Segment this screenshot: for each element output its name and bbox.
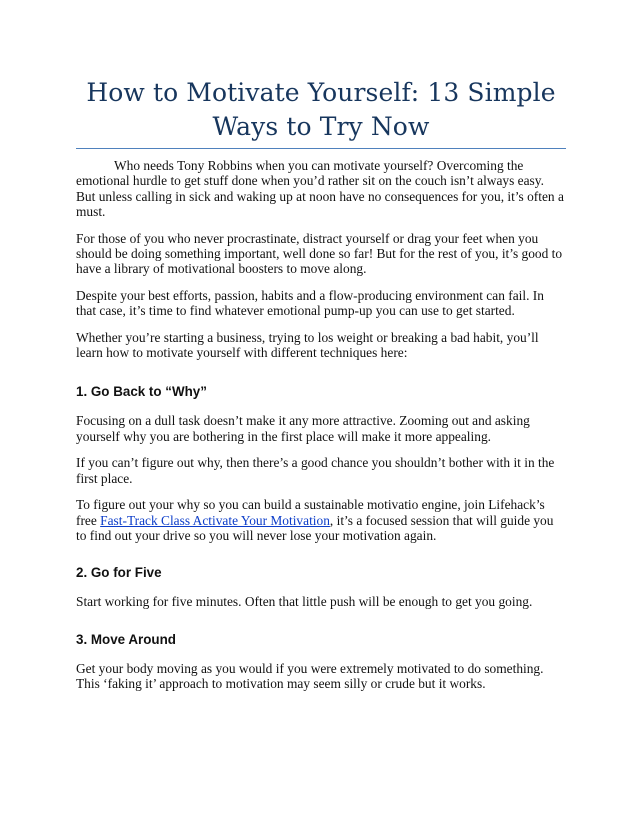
section-paragraph: If you can’t figure out why, then there’s a good chance you shouldn’t bother with it in the first place. — [76, 455, 555, 486]
intro-paragraph: For those of you who never procrastinate, distract yourself or drag your feet when you should be doing something important, well done so far! But for the rest of you, it’s good to have a library of motivational boosters to move along. — [76, 230, 563, 277]
title-block — [76, 76, 566, 149]
section-paragraph: Get your body moving as you would if you were extremely motivated to do something. This ‘faking it’ approach to motivation may seem silly or crude but it works. — [76, 660, 544, 692]
intro-paragraph: Who needs Tony Robbins when you can motivate yourself? Overcoming the emotional hurdle to get stuff done when you’d rather sit on the couch isn’t always easy. But unless calling in sick and waking up at noon have no consequences for you, it’s often a must. — [76, 158, 564, 220]
section-paragraph: Focusing on a dull task doesn’t make it any more attractive. Zooming out and asking yourself why you are bothering in the first place will make it more appealing. — [76, 413, 530, 444]
intro-paragraph: Despite your best efforts, passion, habits and a flow-producing environment can fail. In that case, it’s time to find whatever emotional pump-up you can use to get started. — [76, 287, 544, 319]
page-title: How to Motivate Yourself: 13 Simple Ways to Try Now — [86, 78, 556, 141]
link-paragraph-text-before: To figure out your why so you can build a sustainable motivatio engine, join Lifehack’s free — [76, 497, 545, 528]
section-heading-go-back-to-why: 1. Go Back to “Why” — [76, 384, 207, 400]
section-paragraph: Start working for five minutes. Often that little push will be enough to get you going. — [76, 594, 533, 610]
fast-track-class-link[interactable]: Fast-Track Class Activate Your Motivation — [100, 512, 330, 528]
intro-paragraph: Whether you’re starting a business, trying to los weight or breaking a bad habit, you’ll learn how to motivate yourself with different techniques here: — [76, 329, 539, 361]
section-heading-move-around: 3. Move Around — [76, 631, 176, 647]
article-body — [76, 158, 566, 703]
section-heading-go-for-five: 2. Go for Five — [76, 565, 162, 581]
section-paragraph-with-link — [76, 497, 566, 543]
link-paragraph-text-after: , it’s a focused session that will guide you to find out your drive so you will never lose your motivation again. — [76, 512, 554, 543]
